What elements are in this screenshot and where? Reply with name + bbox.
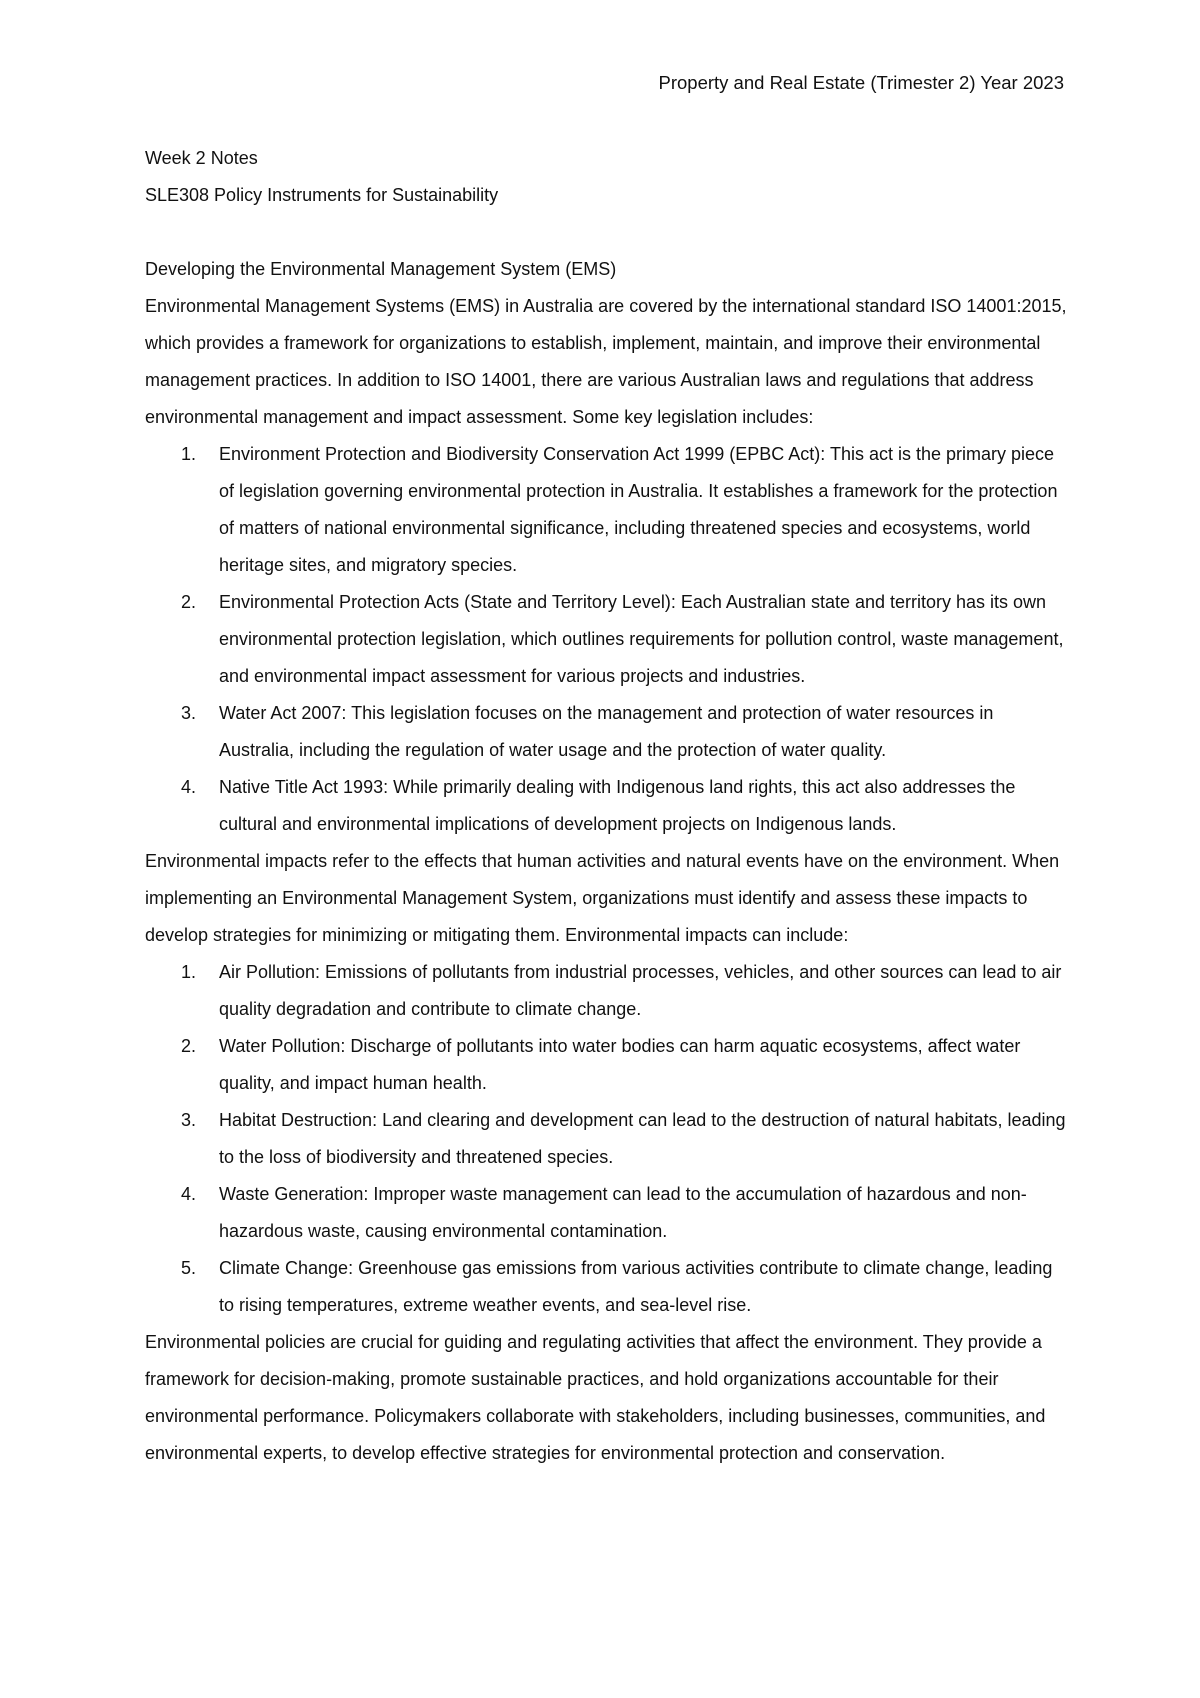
list-number: 2. xyxy=(181,592,197,612)
impacts-intro-paragraph: Environmental impacts refer to the effects that human activities and natural events have on the environment. When implementing an Environmental Management System, organizations must identify and assess these impacts to develop strategies for minimizing or mitigating them. Environmental impacts can include: xyxy=(145,851,1060,945)
list-item-text: Native Title Act 1993: While primarily dealing with Indigenous land rights, this act also addresses the cultural and environmental implications of development projects on Indigenous lands. xyxy=(219,777,1016,834)
section-heading: Developing the Environmental Management System (EMS) xyxy=(145,259,617,279)
list-item xyxy=(145,769,1070,843)
list-item-text: Water Act 2007: This legislation focuses on the management and protection of water resources in Australia, including the regulation of water usage and the protection of water quality. xyxy=(219,703,994,760)
document-body xyxy=(145,140,1070,1472)
list-item xyxy=(145,1102,1070,1176)
list-item-text: Environmental Protection Acts (State and Territory Level): Each Australian state and territory has its own environmental protection legislation, which outlines requirements for pollution control, waste management, and environmental impact assessment for various projects and industries. xyxy=(219,592,1064,686)
document-subject: SLE308 Policy Instruments for Sustainability xyxy=(145,185,499,205)
list-item xyxy=(145,1176,1070,1250)
list-number: 1. xyxy=(181,962,197,982)
list-item-text: Climate Change: Greenhouse gas emissions from various activities contribute to climate change, leading to rising temperatures, extreme weather events, and sea-level rise. xyxy=(219,1258,1053,1315)
page-header: Property and Real Estate (Trimester 2) Year 2023 xyxy=(658,72,1064,93)
list-item-text: Waste Generation: Improper waste management can lead to the accumulation of hazardous and non-hazardous waste, causing environmental contamination. xyxy=(219,1184,1027,1241)
list-number: 1. xyxy=(181,444,197,464)
list-number: 3. xyxy=(181,1110,197,1130)
list-number: 2. xyxy=(181,1036,197,1056)
legislation-list xyxy=(145,436,1070,843)
list-item-text: Environment Protection and Biodiversity Conservation Act 1999 (EPBC Act): This act is the primary piece of legislation governing environmental protection in Australia. It establishes a framework for the protection of matters of national environmental significance, including threatened species and ecosystems, world heritage sites, and migratory species. xyxy=(219,444,1058,575)
list-item xyxy=(145,695,1070,769)
list-number: 3. xyxy=(181,703,197,723)
list-number: 4. xyxy=(181,777,197,797)
spacer xyxy=(145,214,1070,251)
list-item-text: Air Pollution: Emissions of pollutants from industrial processes, vehicles, and other sources can lead to air quality degradation and contribute to climate change. xyxy=(219,962,1062,1019)
policies-paragraph: Environmental policies are crucial for guiding and regulating activities that affect the environment. They provide a framework for decision-making, promote sustainable practices, and hold organizations accountable for their environmental performance. Policymakers collaborate with stakeholders, including businesses, communities, and environmental experts, to develop effective strategies for environmental protection and conservation. xyxy=(145,1332,1046,1463)
list-item xyxy=(145,954,1070,1028)
list-item xyxy=(145,1250,1070,1324)
list-item-text: Habitat Destruction: Land clearing and development can lead to the destruction of natural habitats, leading to the loss of biodiversity and threatened species. xyxy=(219,1110,1066,1167)
impacts-list xyxy=(145,954,1070,1324)
list-number: 4. xyxy=(181,1184,197,1204)
list-item-text: Water Pollution: Discharge of pollutants into water bodies can harm aquatic ecosystems, affect water quality, and impact human health. xyxy=(219,1036,1021,1093)
document-title: Week 2 Notes xyxy=(145,148,258,168)
list-number: 5. xyxy=(181,1258,197,1278)
list-item xyxy=(145,1028,1070,1102)
intro-paragraph: Environmental Management Systems (EMS) in Australia are covered by the international standard ISO 14001:2015, which provides a framework for organizations to establish, implement, maintain, and improve their environmental management practices. In addition to ISO 14001, there are various Australian laws and regulations that address environmental management and impact assessment. Some key legislation includes: xyxy=(145,296,1067,427)
list-item xyxy=(145,584,1070,695)
list-item xyxy=(145,436,1070,584)
